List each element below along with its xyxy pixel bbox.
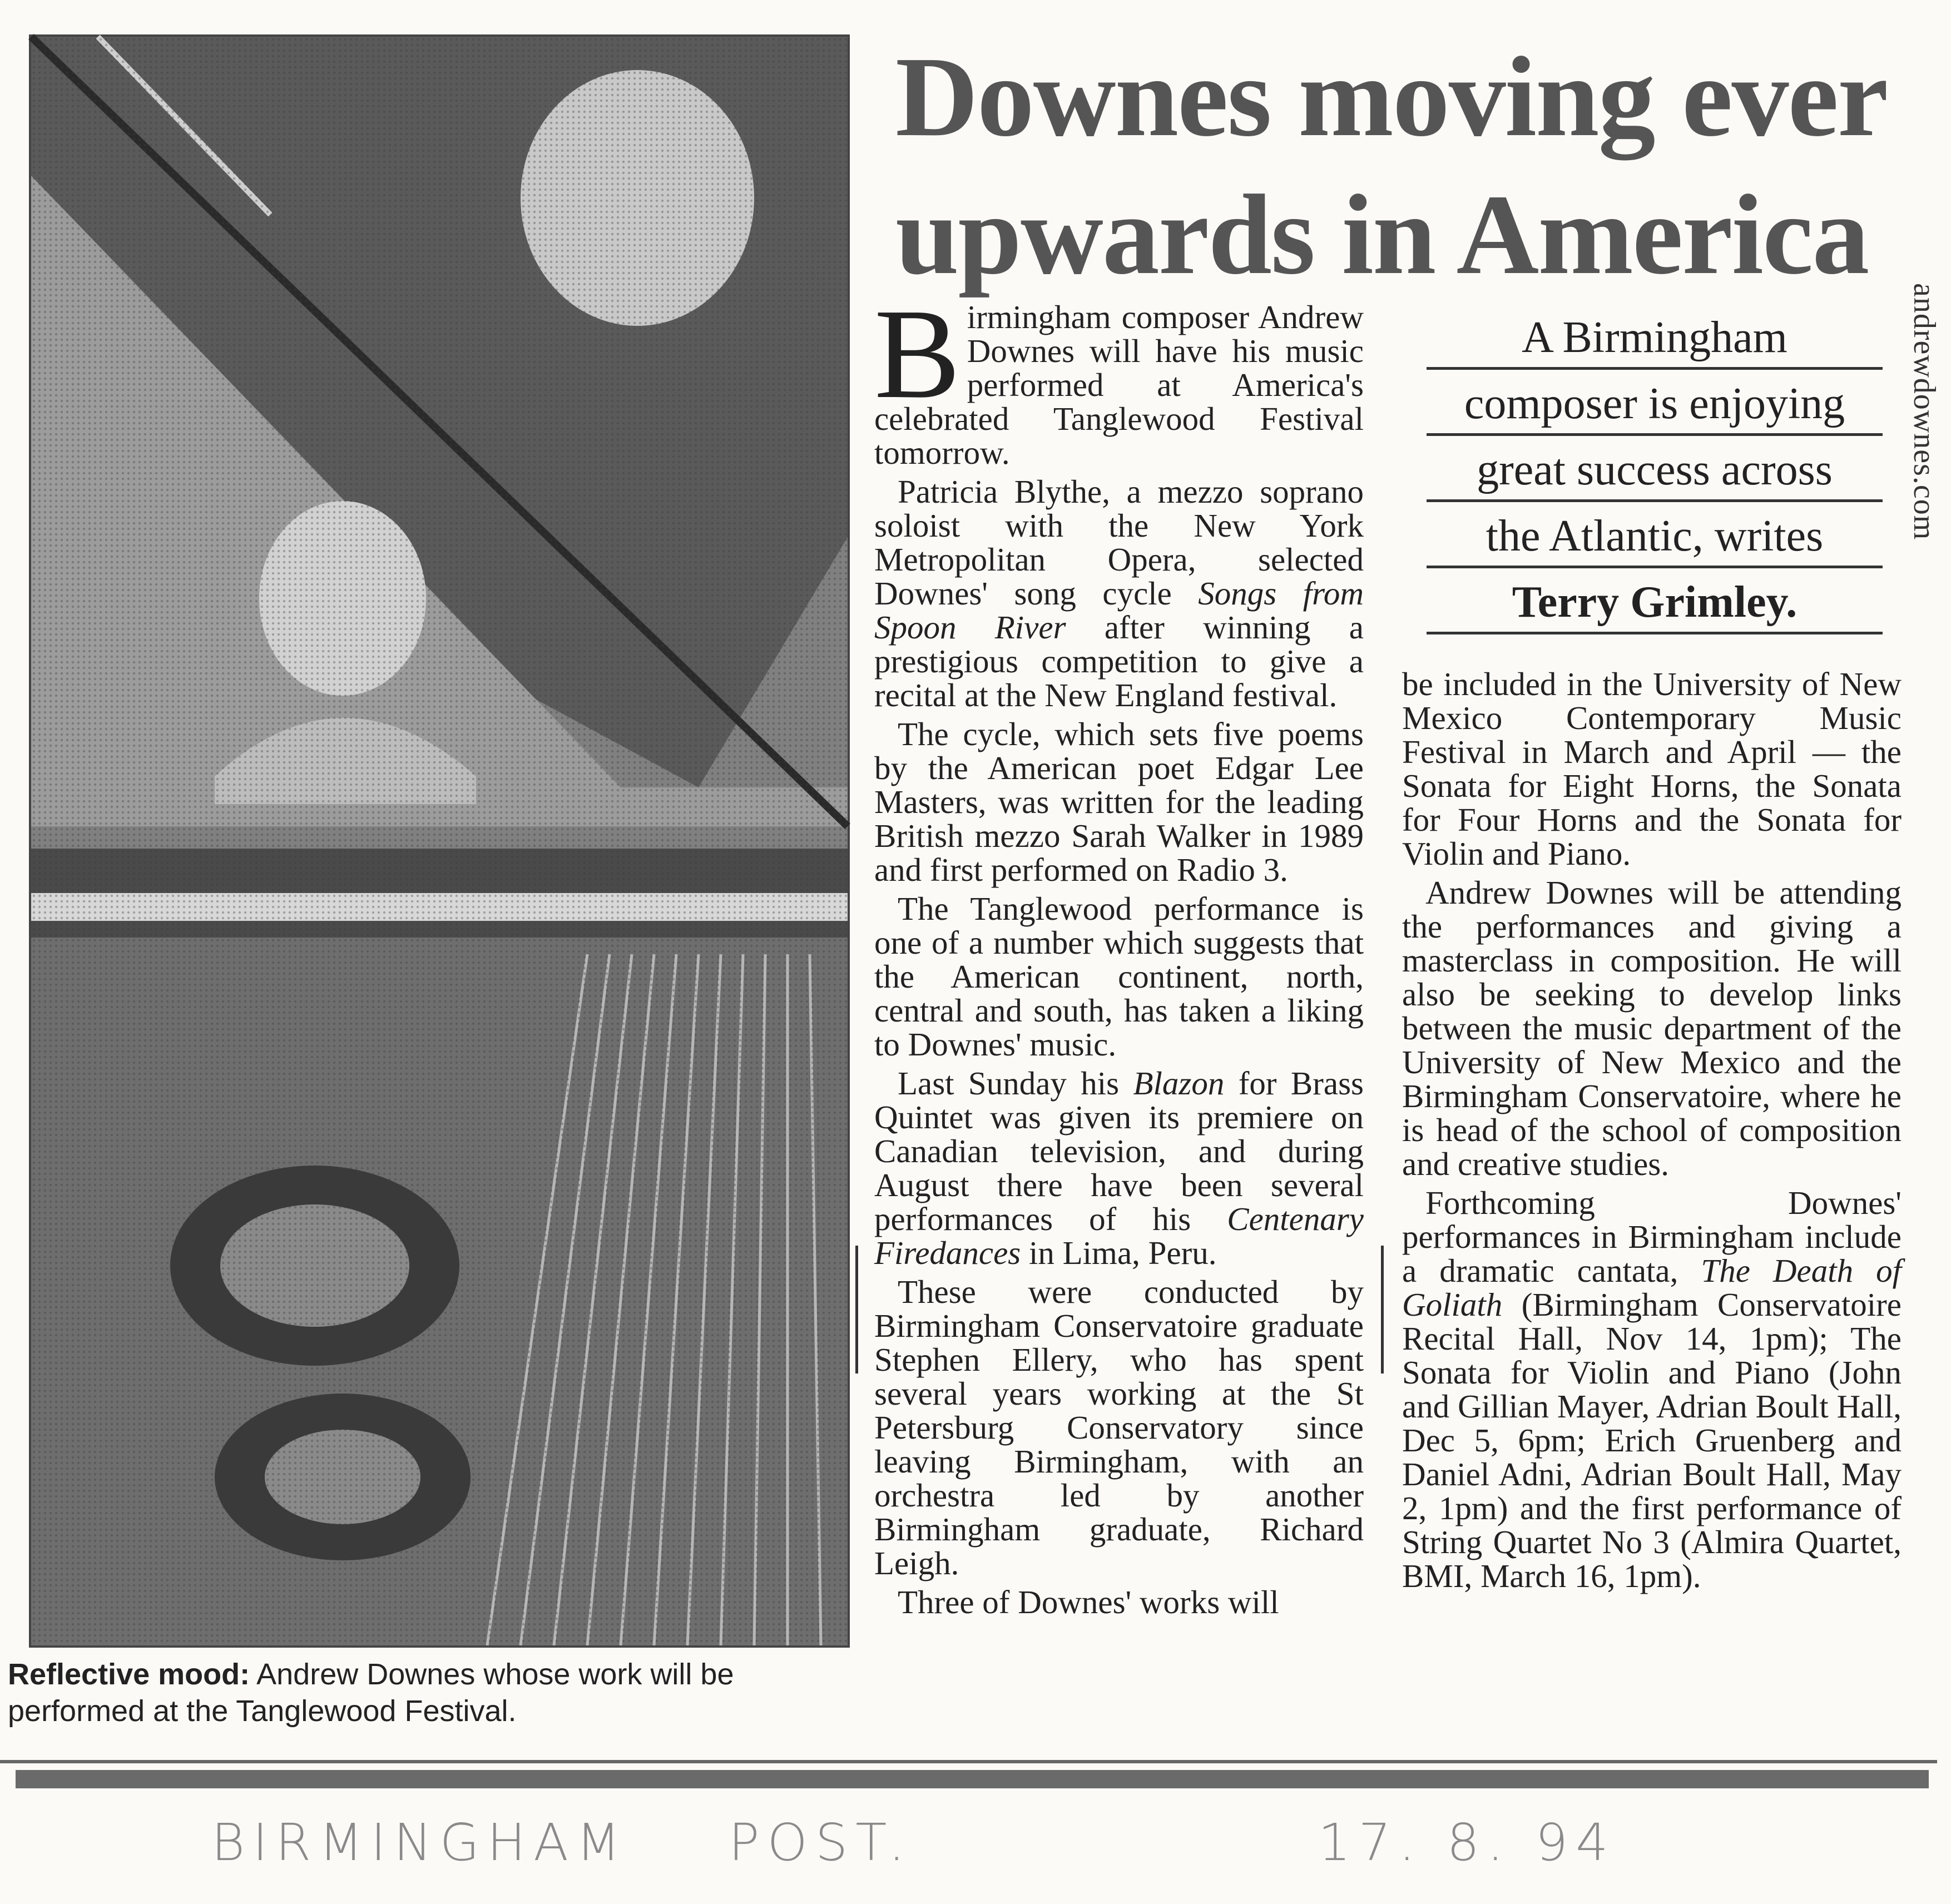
- paragraph-text: in Lima, Peru.: [1021, 1234, 1217, 1271]
- paragraph: The Tanglewood performance is one of a number which suggests that the American continent, north, central and south, has taken a liking to Downes' music.: [874, 890, 1364, 1063]
- work-title: Songs from Spoon River: [874, 575, 1364, 646]
- paragraph-text: for Brass Quintet was given its premiere on Canadian television, and during August there have been several performances of his: [874, 1065, 1364, 1237]
- article-column-1: [874, 282, 1364, 1624]
- standfirst: [1427, 311, 1883, 642]
- paragraph-text: Last Sunday his: [898, 1065, 1133, 1102]
- handwritten-paper: BIRMINGHAM: [211, 1813, 628, 1872]
- bottom-rule: [0, 1760, 1937, 1763]
- paragraph: [874, 1067, 1364, 1270]
- drop-cap: B: [874, 282, 960, 425]
- paragraph: be included in the University of New Mexico Contemporary Music Festival in March and April — the Sonata for Eight Horns, the Sonata for Four Horns and the Sonata for Violin and Piano.: [1402, 666, 1902, 872]
- work-title: Centenary Firedances: [874, 1201, 1364, 1271]
- paragraph: Andrew Downes will be attending the performances and giving a masterclass in composition. He will also be seeking to develop links between the music department of the University of New Mexico and the Birmingham Conservatoire, where he is head of the school of composition and creative studies.: [1402, 874, 1902, 1182]
- headline: [895, 28, 1919, 304]
- website-credit: andrewdownes.com: [1907, 283, 1942, 541]
- paragraph: The cycle, which sets five poems by the American poet Edgar Lee Masters, was written for the leading British mezzo Sarah Walker in 1989 and first performed on Radio 3.: [874, 716, 1364, 888]
- standfirst-line: A Birmingham: [1427, 311, 1883, 370]
- photo-illustration: [31, 37, 848, 1645]
- side-credit: [1907, 283, 1951, 594]
- photo-caption: [8, 1656, 853, 1729]
- paragraph: [874, 282, 1364, 471]
- handwritten-date: 17. 8. 94: [1318, 1813, 1616, 1872]
- piano-photo: [29, 34, 850, 1648]
- paragraph-text: irmingham composer Andrew Downes will have his music performed at America's celebrated Tanglewood Festival tomorrow.: [874, 299, 1364, 471]
- standfirst-line: great success across: [1427, 444, 1883, 502]
- headline-line-1: Downes moving ever: [895, 33, 1888, 160]
- caption-text: Andrew Downes whose work will be performed at the Tanglewood Festival.: [8, 1658, 734, 1728]
- paragraph: [874, 475, 1364, 712]
- caption-lead: Reflective mood:: [8, 1658, 250, 1691]
- work-title: Blazon: [1133, 1065, 1225, 1102]
- bottom-bar: [16, 1770, 1929, 1788]
- paragraph: Three of Downes' works will: [898, 1584, 1279, 1620]
- paragraph-text: (Birmingham Conservatoire Recital Hall, Nov 14, 1pm); The Sonata for Violin and Piano (John and Gillian Mayer, Adrian Boult Hall, Dec 5, 6pm; Erich Gruenberg and Daniel Adni, Adrian Boult Hall, May 2, 1pm) and the first performance of String Quartet No 3 (Almira Quartet, BMI, March 16, 1pm).: [1402, 1286, 1902, 1594]
- work-title: The Death of Goliath: [1402, 1252, 1902, 1323]
- article-column-2: [1402, 667, 1902, 1598]
- paragraph-text: Patricia Blythe, a mezzo soprano soloist with the New York Metropolitan Opera, selected Downes' song cycle: [874, 473, 1364, 612]
- paragraph-text: after winning a prestigious competition to give a recital at the New England festival.: [874, 609, 1364, 713]
- paragraph: [1402, 1186, 1902, 1593]
- headline-line-2: upwards in America: [895, 171, 1869, 298]
- handwritten-section: POST.: [729, 1813, 913, 1872]
- standfirst-line: the Atlantic, writes: [1427, 510, 1883, 568]
- paragraph-text: Forthcoming Downes' performances in Birmingham include a dramatic cantata,: [1402, 1184, 1902, 1289]
- handwritten-annotation: [211, 1813, 1880, 1885]
- marked-passage-bracket: [855, 1246, 1384, 1374]
- byline: Terry Grimley.: [1427, 576, 1883, 634]
- standfirst-line: composer is enjoying: [1427, 378, 1883, 436]
- paragraph: These were conducted by Birmingham Conservatoire graduate Stephen Ellery, who has spent several years working at the St Petersburg Conservatory since leaving Birmingham, with an orchestra led by another Birmingham graduate, Richard Leigh.: [874, 1273, 1364, 1581]
